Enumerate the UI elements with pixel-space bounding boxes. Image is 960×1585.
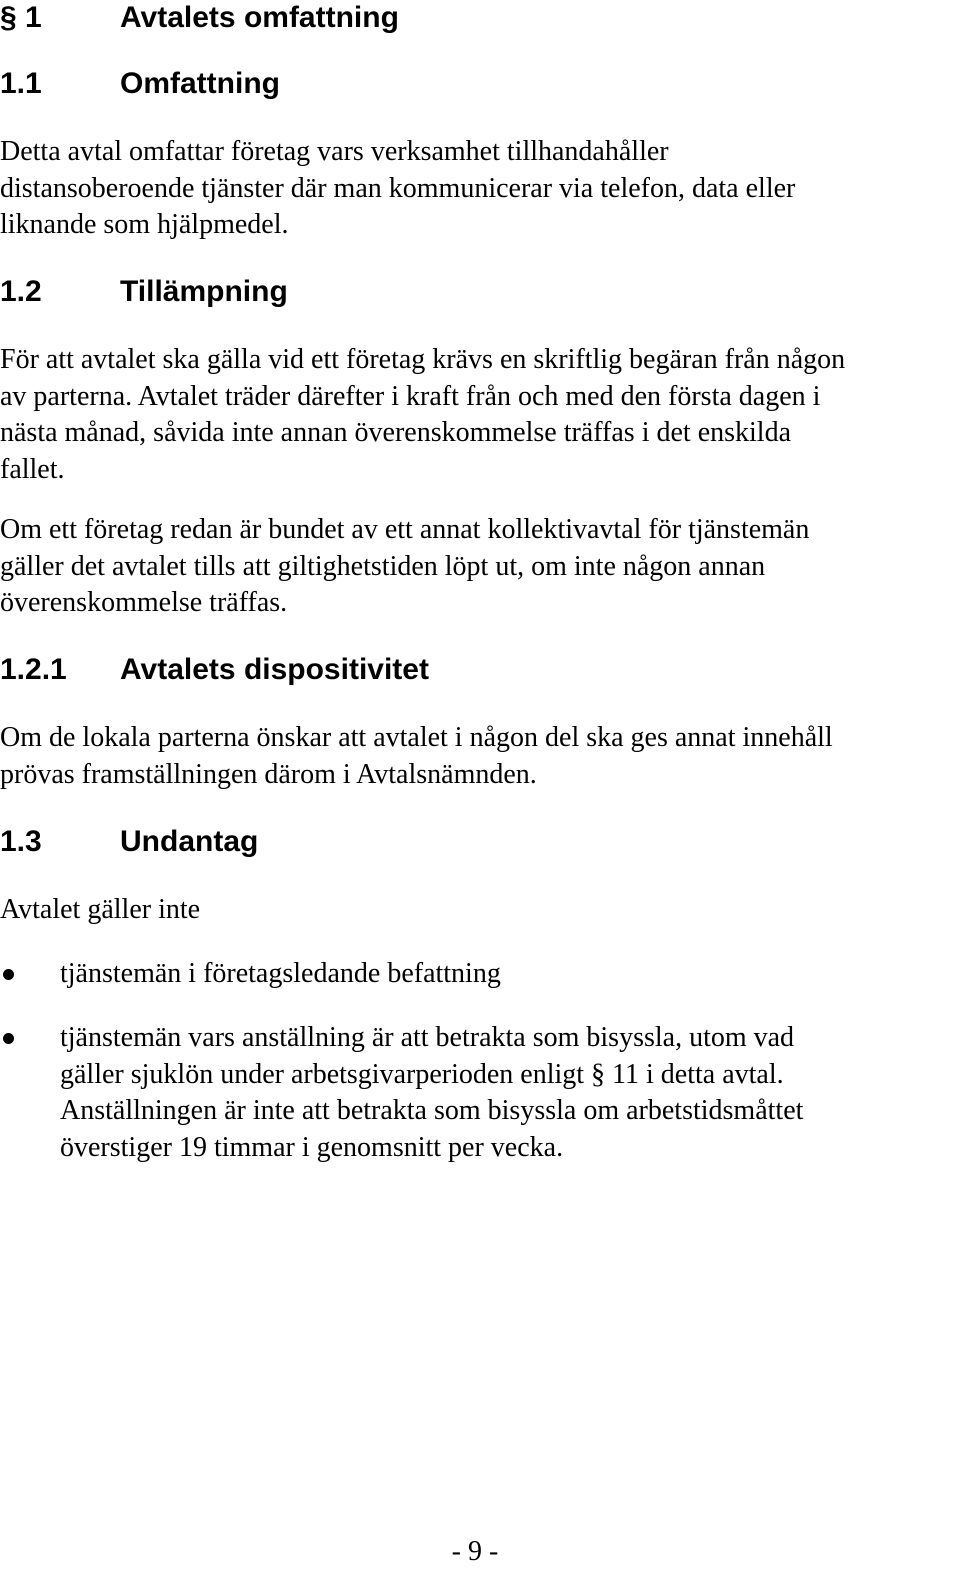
- page-number: - 9 -: [451, 1536, 499, 1567]
- bullet-line: överstiger 19 timmar i genomsnitt per vecka.: [60, 1131, 564, 1163]
- paragraph-tillampning-2: [0, 512, 958, 622]
- paragraph-line: Om ett företag redan är bundet av ett annat kollektivavtal för tjänstemän: [0, 514, 810, 545]
- subsection-title: Tillämpning: [120, 275, 288, 308]
- bullet-dot-icon: [3, 969, 14, 980]
- subsection-number: 1.2: [0, 275, 42, 308]
- bullet-line: tjänstemän vars anställning är att betrakta som bisyssla, utom vad: [60, 1022, 795, 1053]
- bullet-line: Anställningen är inte att betrakta som bisyssla om arbetstidsmåttet: [60, 1095, 804, 1126]
- paragraph-line: Detta avtal omfattar företag vars verksamhet tillhandahåller: [0, 136, 669, 167]
- paragraph-line: överenskommelse träffas.: [0, 587, 288, 618]
- paragraph-line: gäller det avtalet tills att giltighetstiden löpt ut, om inte någon annan: [0, 550, 766, 582]
- paragraph-dispositivitet: [0, 720, 958, 793]
- paragraph-omfattning: [0, 134, 958, 244]
- paragraph-line: liknande som hjälpmedel.: [0, 209, 289, 240]
- subsection-number: 1.2.1: [0, 653, 67, 686]
- paragraph-line: fallet.: [0, 453, 65, 485]
- paragraph-line: nästa månad, såvida inte annan överenskommelse träffas i det enskilda: [0, 417, 791, 448]
- subsection-title: Avtalets dispositivitet: [120, 653, 429, 686]
- section-number: § 1: [0, 1, 42, 34]
- paragraph-line: prövas framställningen därom i Avtalsnämnden.: [0, 758, 537, 790]
- paragraph-line: För att avtalet ska gälla vid ett företag krävs en skriftlig begäran från någon: [0, 344, 846, 375]
- paragraph-tillampning-1: [0, 342, 958, 488]
- paragraph-line: av parterna. Avtalet träder därefter i kraft från och med den första dagen i: [0, 380, 821, 412]
- bullet-line: tjänstemän i företagsledande befattning: [60, 958, 501, 989]
- subsection-title: Omfattning: [120, 67, 280, 100]
- section-title: Avtalets omfattning: [120, 1, 399, 34]
- subsection-number: 1.3: [0, 825, 42, 858]
- paragraph-line: Om de lokala parterna önskar att avtalet i någon del ska ges annat innehåll: [0, 722, 833, 753]
- paragraph-line: distansoberoende tjänster där man kommunicerar via telefon, data eller: [0, 172, 796, 204]
- paragraph-undantag-intro: [0, 892, 958, 929]
- bullet-line: gäller sjuklön under arbetsgivarperioden enligt § 11 i detta avtal.: [60, 1058, 784, 1090]
- bullet-text: [60, 1020, 958, 1166]
- subsection-number: 1.1: [0, 67, 42, 100]
- paragraph-line: Avtalet gäller inte: [0, 894, 201, 925]
- subsection-title: Undantag: [120, 825, 259, 858]
- bullet-text: [60, 956, 958, 993]
- bullet-dot-icon: [3, 1033, 14, 1044]
